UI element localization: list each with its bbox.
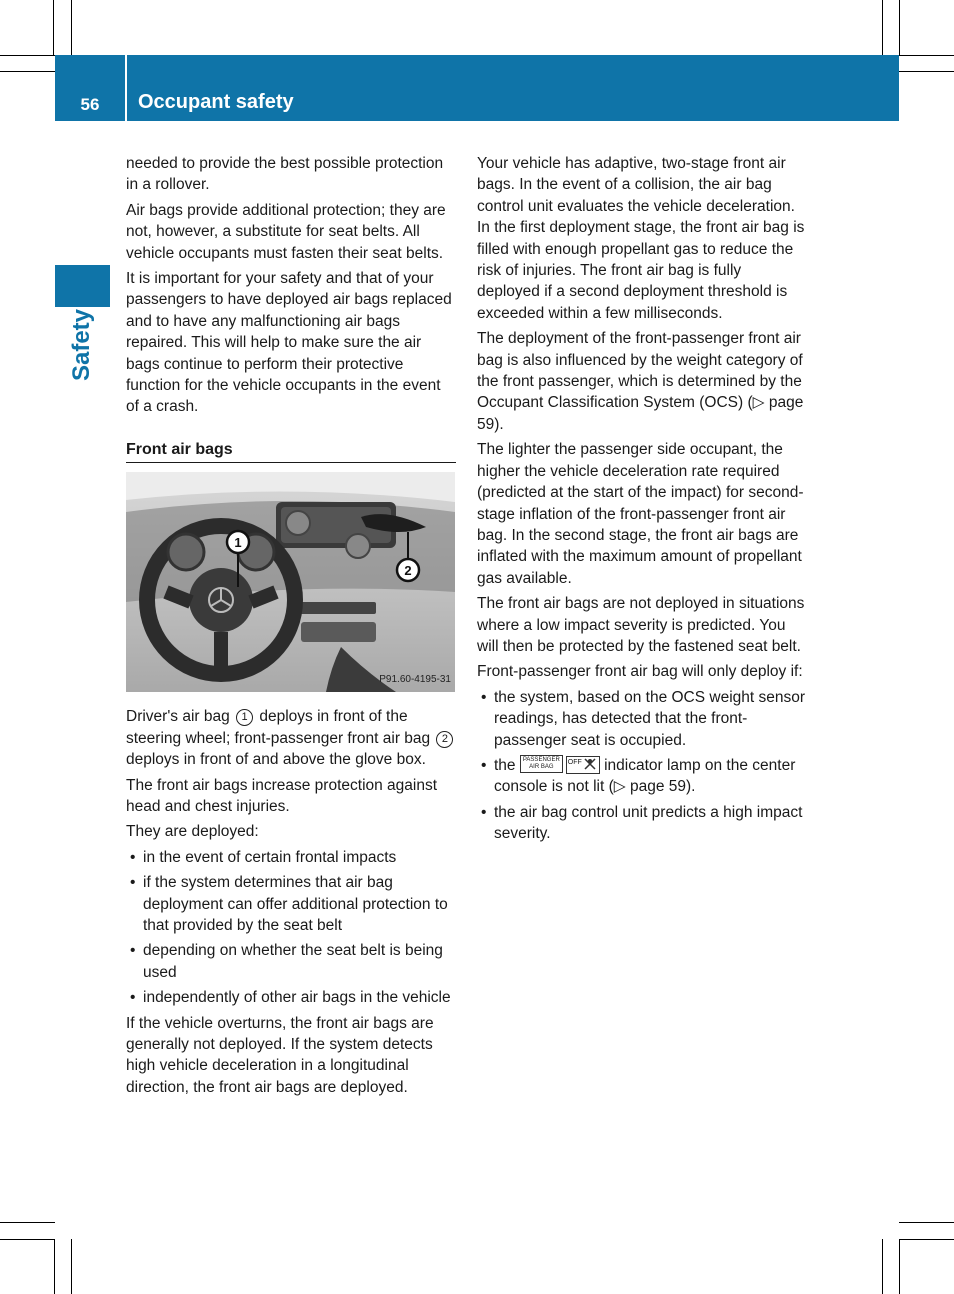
paragraph: Air bags provide additional protection; they are not, however, a substitute for seat belts. All vehicle occupants must fasten their seat belts. bbox=[126, 201, 446, 262]
list-item: • in the event of certain frontal impacts bbox=[126, 847, 456, 868]
list-item: • independently of other air bags in the vehicle bbox=[126, 987, 456, 1008]
crop-mark bbox=[53, 0, 54, 55]
right-column bbox=[477, 153, 807, 849]
section-heading: Front air bags bbox=[126, 439, 456, 463]
crop-mark bbox=[882, 1239, 883, 1294]
crop-mark bbox=[899, 0, 900, 55]
airbag-off-indicator-icon: OFF bbox=[566, 756, 600, 774]
figure-callout-1: 1 bbox=[234, 535, 242, 551]
crop-mark bbox=[899, 71, 954, 72]
crop-mark bbox=[0, 55, 55, 56]
list-text: indicator lamp on the center console is not lit (▷ page 59). bbox=[494, 756, 796, 796]
page-header bbox=[55, 55, 899, 121]
paragraph: Front-passenger front air bag will only deploy if: bbox=[477, 663, 803, 681]
callout-number-1: 1 bbox=[236, 709, 253, 726]
list-item: • the system, based on the OCS weight sensor readings, has detected that the front-passenger seat is occupied. bbox=[477, 687, 807, 751]
crop-mark bbox=[882, 0, 883, 55]
side-tab-label: Safety bbox=[68, 308, 95, 382]
paragraph: Your vehicle has adaptive, two-stage front air bags. In the event of a collision, the air bag control unit evaluates the vehicle deceleration. In the first deployment stage, the front air bag is filled with enough propellant gas to reduce the risk of injuries. The front air bag is fully deployed if a second deployment threshold is exceeded within a few milliseconds. bbox=[477, 155, 805, 322]
paragraph: If the vehicle overturns, the front air bags are generally not deployed. If the system detects high vehicle deceleration in a longitudinal direction, the front air bags are deployed. bbox=[126, 1014, 434, 1096]
deployment-list bbox=[126, 847, 456, 1009]
conditions-list bbox=[477, 687, 807, 845]
chapter-title: Occupant safety bbox=[138, 91, 294, 113]
crop-mark bbox=[899, 1222, 954, 1223]
crop-mark bbox=[899, 1239, 954, 1240]
figure-caption bbox=[126, 706, 456, 770]
dashboard-illustration bbox=[126, 472, 455, 692]
list-item bbox=[477, 755, 807, 798]
header-divider bbox=[125, 55, 127, 121]
paragraph: The deployment of the front-passenger front air bag is also influenced by the weight category of the front passenger, which is determined by the Occupant Classification System (OCS) (▷ page 59). bbox=[477, 330, 804, 433]
page-number: 56 bbox=[80, 95, 100, 114]
paragraph: They are deployed: bbox=[126, 823, 259, 841]
side-tab-marker bbox=[55, 265, 110, 307]
paragraph: The front air bags increase protection against head and chest injuries. bbox=[126, 776, 438, 815]
paragraph: The front air bags are not deployed in situations where a low impact severity is predicted. You will then be protected by the fastened seat belt. bbox=[477, 595, 805, 655]
caption-text: deploys in front of and above the glove box. bbox=[126, 751, 426, 769]
crop-mark bbox=[71, 0, 72, 55]
crop-mark bbox=[71, 1239, 72, 1294]
crop-mark bbox=[54, 1239, 55, 1294]
figure-code: P91.60-4195-31 bbox=[379, 673, 451, 685]
caption-text: deploys in front of the steering wheel; front-passenger front air bag bbox=[126, 708, 431, 747]
paragraph: The lighter the passenger side occupant, the higher the vehicle deceleration rate required (predicted at the start of the impact) for second-stage inflation of the front-passenger front air bag. In the second stage, the front air bags are inflated with the maximum amount of propellant gas available. bbox=[477, 441, 804, 587]
list-item: • the air bag control unit predicts a high impact severity. bbox=[477, 802, 807, 845]
caption-text: Driver's air bag bbox=[126, 708, 230, 726]
crop-mark bbox=[0, 71, 55, 72]
callout-number-2: 2 bbox=[436, 731, 453, 748]
left-column bbox=[126, 153, 456, 1102]
paragraph: needed to provide the best possible protection in a rollover. bbox=[126, 155, 444, 194]
figure-callout-2: 2 bbox=[404, 563, 412, 579]
list-item: • if the system determines that air bag deployment can offer additional protection to that provided by the seat belt bbox=[126, 872, 456, 936]
dashboard-airbag-figure bbox=[126, 472, 455, 692]
passenger-airbag-indicator-icon: PASSENGER AIR BAG bbox=[520, 755, 563, 773]
list-item: • depending on whether the seat belt is being used bbox=[126, 940, 456, 983]
list-text: the bbox=[494, 756, 516, 774]
crop-mark bbox=[0, 1239, 55, 1240]
paragraph: It is important for your safety and that of your passengers to have deployed air bags replaced and to have any malfunctioning air bags repaired. This will help to make sure the air bags continue to perform their protective function for the vehicle occupants in the event of a crash. bbox=[126, 270, 452, 416]
crop-mark bbox=[899, 1239, 900, 1294]
crop-mark bbox=[899, 55, 954, 56]
crop-mark bbox=[0, 1222, 55, 1223]
